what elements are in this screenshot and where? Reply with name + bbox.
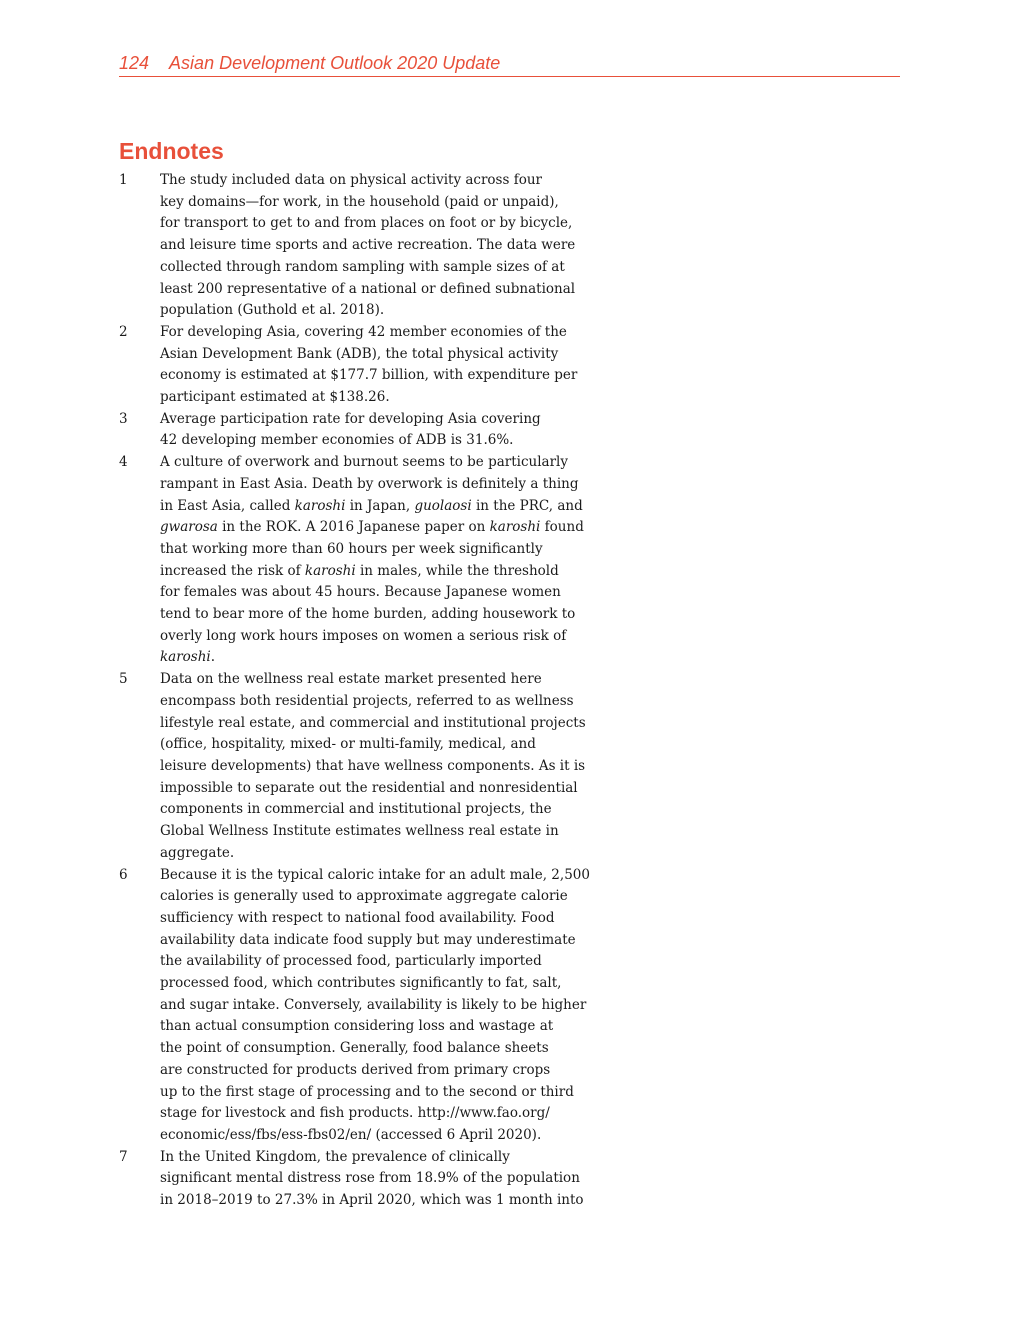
endnote-text: in males, while the threshold: [355, 562, 559, 579]
endnote-line: The study included data on physical activity across four: [160, 172, 542, 188]
endnote-line: Global Wellness Institute estimates wellness real estate in: [160, 823, 559, 840]
endnote-line: participant estimated at $138.26.: [160, 389, 390, 406]
endnote-line: leisure developments) that have wellness components. As it is: [160, 757, 586, 774]
endnote-line: processed food, which contributes significantly to fat, salt,: [160, 975, 562, 992]
endnote-line: stage for livestock and fish products. http://www.fao.org/: [160, 1105, 550, 1122]
endnote-item: [119, 1147, 619, 1212]
endnote-line: Average participation rate for developing Asia covering: [160, 410, 541, 427]
endnote-line: key domains—for work, in the household (paid or unpaid),: [160, 193, 559, 210]
endnote-item: [119, 322, 619, 409]
running-header: [119, 52, 900, 77]
italic-term: karoshi: [304, 562, 356, 579]
endnote-line: up to the first stage of processing and to the second or third: [160, 1083, 574, 1100]
endnote-line: impossible to separate out the residential and nonresidential: [160, 779, 578, 796]
endnote-line: and leisure time sports and active recreation. The data were: [160, 237, 576, 254]
endnote-line: population (Guthold et al. 2018).: [160, 302, 385, 319]
endnote-item: [119, 170, 619, 322]
endnote-line: significant mental distress rose from 18.9% of the population: [160, 1170, 580, 1187]
endnote-line: the availability of processed food, particularly imported: [160, 953, 542, 970]
endnote-line: encompass both residential projects, referred to as wellness: [160, 692, 574, 709]
endnote-line: for transport to get to and from places on foot or by bicycle,: [160, 215, 573, 232]
endnote-line: 42 developing member economies of ADB is 31.6%.: [160, 432, 514, 449]
italic-term: karoshi: [160, 649, 211, 666]
endnote-line: A culture of overwork and burnout seems to be particularly: [160, 454, 568, 471]
endnote-line: Data on the wellness real estate market presented here: [160, 671, 542, 688]
endnote-line: [160, 496, 619, 518]
endnote-line: and sugar intake. Conversely, availability is likely to be higher: [160, 996, 587, 1013]
endnote-text: in the PRC, and: [471, 497, 583, 514]
endnote-line: least 200 representative of a national or defined subnational: [160, 280, 576, 297]
endnote-number: 2: [119, 323, 128, 340]
endnote-line: aggregate.: [160, 844, 235, 861]
italic-term: karoshi: [489, 519, 541, 536]
endnote-line: In the United Kingdom, the prevalence of clinically: [160, 1148, 510, 1165]
endnote-line: economic/ess/fbs/ess-fbs02/en/ (accessed 6 April 2020).: [160, 1126, 542, 1143]
endnote-item: [119, 409, 619, 452]
endnote-line: For developing Asia, covering 42 member economies of the: [160, 323, 567, 340]
endnote-line: Asian Development Bank (ADB), the total physical activity: [160, 345, 559, 362]
endnote-line: in 2018–2019 to 27.3% in April 2020, which was 1 month into: [160, 1192, 584, 1209]
endnote-line: Because it is the typical caloric intake for an adult male, 2,500: [160, 866, 590, 883]
endnote-text: found: [540, 519, 584, 536]
endnote-text: in the ROK. A 2016 Japanese paper on: [217, 519, 490, 536]
endnote-text: .: [210, 649, 216, 666]
endnote-number: 3: [119, 410, 128, 427]
endnote-line: that working more than 60 hours per week significantly: [160, 540, 543, 557]
endnote-line: availability data indicate food supply but may underestimate: [160, 931, 576, 948]
endnote-line: [160, 647, 619, 669]
endnote-line: economy is estimated at $177.7 billion, with expenditure per: [160, 367, 578, 384]
endnote-number: 1: [119, 172, 128, 188]
endnote-item: [119, 865, 619, 1147]
endnote-line: lifestyle real estate, and commercial and institutional projects: [160, 714, 586, 731]
endnote-line: [160, 561, 619, 583]
endnote-line: sufficiency with respect to national food availability. Food: [160, 909, 555, 926]
endnote-number: 4: [119, 454, 128, 471]
endnote-line: [160, 517, 619, 539]
endnote-line: tend to bear more of the home burden, adding housework to: [160, 606, 576, 623]
endnote-line: collected through random sampling with sample sizes of at: [160, 258, 565, 275]
endnote-line: components in commercial and institutional projects, the: [160, 801, 552, 818]
italic-term: gwarosa: [160, 519, 218, 536]
endnotes-list: [119, 170, 619, 1212]
endnote-line: are constructed for products derived from primary crops: [160, 1061, 551, 1078]
endnote-number: 7: [119, 1148, 128, 1165]
endnote-item: [119, 452, 619, 669]
italic-term: guolaosi: [414, 497, 472, 514]
endnote-text: in Japan,: [345, 497, 415, 514]
endnote-line: for females was about 45 hours. Because Japanese women: [160, 584, 561, 601]
endnote-line: (office, hospitality, mixed- or multi-family, medical, and: [160, 736, 536, 753]
page-number: 124: [119, 53, 150, 73]
endnote-line: than actual consumption considering loss and wastage at: [160, 1018, 554, 1035]
endnote-text: increased the risk of: [160, 562, 305, 579]
endnote-line: overly long work hours imposes on women a serious risk of: [160, 627, 567, 644]
endnote-item: [119, 669, 619, 864]
italic-term: karoshi: [294, 497, 346, 514]
endnote-number: 6: [119, 866, 128, 883]
publication-title: Asian Development Outlook 2020 Update: [169, 53, 501, 73]
section-title: Endnotes: [119, 138, 224, 164]
endnote-text: in East Asia, called: [160, 497, 295, 514]
endnote-line: rampant in East Asia. Death by overwork is definitely a thing: [160, 475, 579, 492]
endnote-line: calories is generally used to approximate aggregate calorie: [160, 888, 568, 905]
endnote-number: 5: [119, 671, 128, 688]
endnote-line: the point of consumption. Generally, food balance sheets: [160, 1040, 549, 1057]
